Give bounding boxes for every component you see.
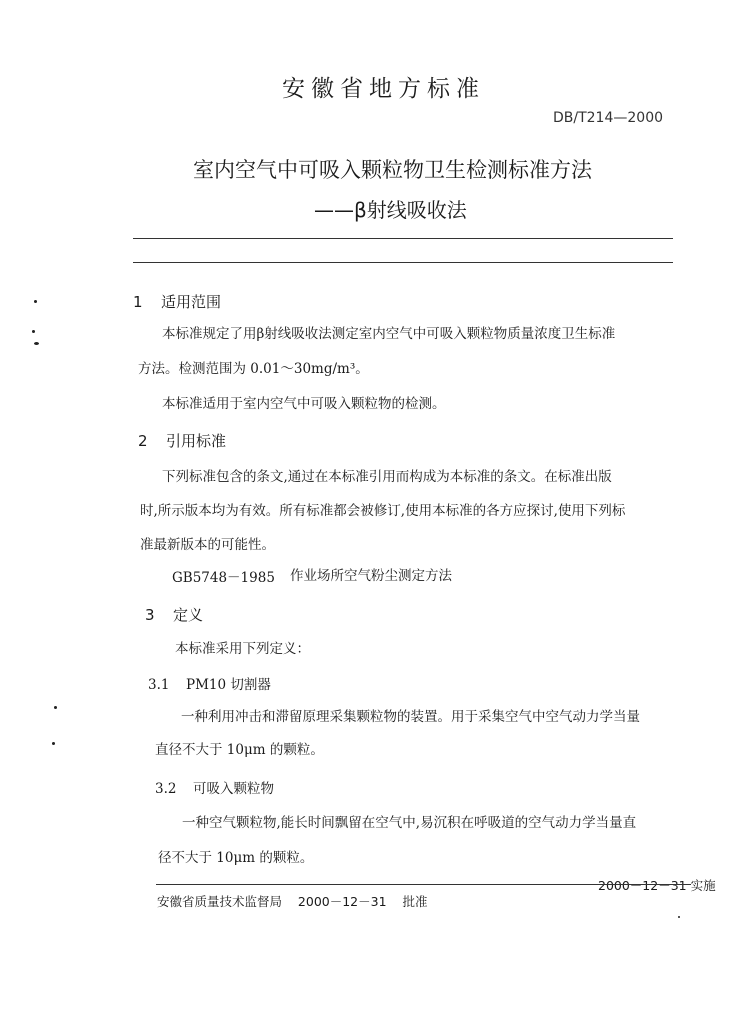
definition-3-2-heading (155, 777, 274, 797)
definition-3-1-heading (148, 673, 271, 693)
impl-label: 实施 (690, 878, 716, 893)
definition-term: PM10 切割器 (186, 677, 271, 693)
impl-date-value: 2000－12－31 (598, 878, 687, 893)
approval-date: 2000－12－31 (297, 894, 387, 909)
scan-speck (32, 330, 35, 333)
scan-speck (34, 342, 39, 345)
document-subtitle: ——β射线吸收法 (314, 198, 467, 222)
header-divider-bottom (133, 262, 673, 263)
document-title: 室内空气中可吸入颗粒物卫生检测标准方法 (193, 158, 592, 182)
approval-line (157, 892, 427, 910)
scan-speck (678, 916, 680, 918)
definition-number: 3.1 (148, 677, 170, 693)
standard-code: DB/T214—2000 (553, 110, 664, 126)
section-title: 适用范围 (161, 293, 222, 311)
section-2-paragraph-1c: 准最新版本的可能性。 (140, 537, 275, 553)
scan-speck (52, 742, 55, 745)
scan-speck (54, 706, 57, 709)
footer-divider (156, 884, 691, 885)
reference-standard-code: GB5748－1985 (172, 570, 275, 586)
implementation-date (598, 876, 716, 894)
section-3-heading (145, 604, 203, 625)
scan-speck (34, 300, 37, 303)
reference-standard-title: 作业场所空气粉尘测定方法 (290, 568, 452, 584)
section-1-paragraph-1b: 方法。检测范围为 0.01～30mg/m³。 (138, 361, 369, 377)
section-2-paragraph-1a: 下列标准包含的条文,通过在本标准引用而构成为本标准的条文。在标准出版 (162, 469, 612, 485)
definition-number: 3.2 (155, 781, 177, 797)
issuing-authority: 安徽省质量技术监督局 (157, 894, 283, 909)
approval-label: 批准 (402, 894, 428, 909)
section-title: 定义 (173, 606, 204, 624)
section-3-intro: 本标准采用下列定义： (175, 641, 310, 657)
definition-term: 可吸入颗粒物 (193, 781, 274, 797)
section-number: 2 (138, 432, 148, 450)
header-divider-top (133, 238, 673, 239)
section-number: 1 (133, 293, 143, 311)
section-number: 3 (145, 606, 155, 624)
definition-3-1-paragraph-2: 直径不大于 10μm 的颗粒。 (155, 742, 324, 758)
issuing-org-heading: 安徽省地方标准 (282, 76, 485, 102)
definition-3-2-paragraph-2: 径不大于 10μm 的颗粒。 (158, 850, 314, 866)
section-2-heading (138, 430, 226, 451)
definition-3-1-paragraph-1: 一种利用冲击和滞留原理采集颗粒物的装置。用于采集空气中空气动力学当量 (181, 709, 640, 725)
section-1-heading (133, 291, 221, 312)
definition-3-2-paragraph-1: 一种空气颗粒物,能长时间飘留在空气中,易沉积在呼吸道的空气动力学当量直 (182, 815, 637, 831)
section-title: 引用标准 (166, 432, 227, 450)
section-2-paragraph-1b: 时,所示版本均为有效。所有标准都会被修订,使用本标准的各方应探讨,使用下列标 (140, 503, 626, 519)
section-1-paragraph-1a: 本标准规定了用β射线吸收法测定室内空气中可吸入颗粒物质量浓度卫生标准 (162, 326, 616, 342)
section-1-paragraph-2: 本标准适用于室内空气中可吸入颗粒物的检测。 (162, 396, 446, 412)
